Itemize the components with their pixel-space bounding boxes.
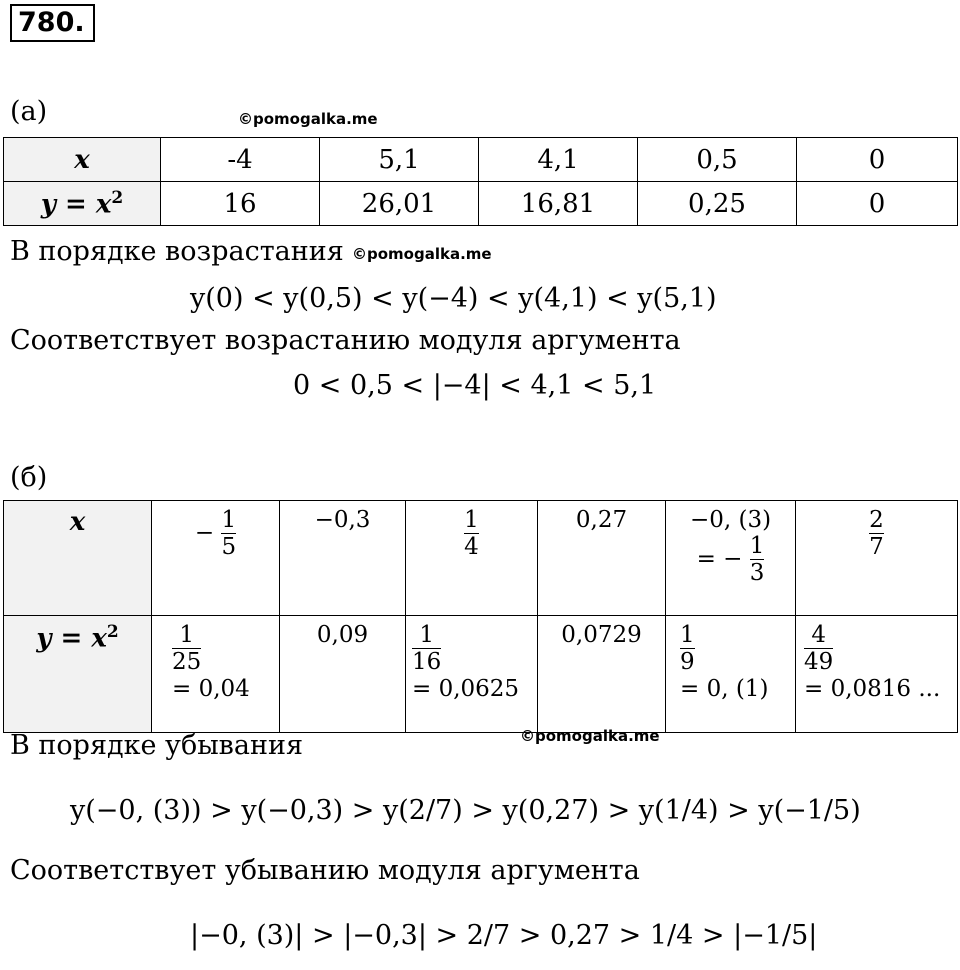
y-cell: 0,0729	[538, 616, 666, 733]
x-header: x	[4, 138, 161, 182]
table-row	[4, 138, 958, 182]
y-value: 26,01	[320, 182, 479, 226]
table-row	[4, 182, 958, 226]
order-expression-a: y(0) < y(0,5) < y(−4) < y(4,1) < y(5,1)	[190, 283, 717, 314]
corresponds-text-b: Соответствует убыванию модуля аргумента	[10, 855, 640, 886]
y-value: 16,81	[479, 182, 638, 226]
table-row	[4, 616, 958, 733]
order-text-a: В порядке возрастания	[10, 236, 344, 267]
y-cell: 0,09	[280, 616, 406, 733]
abs-expression-a: 0 < 0,5 < |−4| < 4,1 < 5,1	[293, 370, 657, 401]
x-cell: −0,3	[280, 501, 406, 616]
y-cell: $\frac{1}{9}$ = 0, (1)	[666, 616, 796, 733]
table-b	[3, 500, 958, 733]
x-header: x	[4, 501, 152, 616]
y-value: 0,25	[638, 182, 797, 226]
x-cell: $\frac{1}{4}$	[406, 501, 538, 616]
y-cell: $\frac{4}{49}$ = 0,0816 ...	[796, 616, 958, 733]
x-value: -4	[161, 138, 320, 182]
abs-expression-b: |−0, (3)| > |−0,3| > 2/7 > 0,27 > 1/4 > |−1/5|	[190, 920, 818, 951]
watermark-top: ©pomogalka.me	[238, 110, 378, 128]
y-value: 16	[161, 182, 320, 226]
x-cell: 0,27	[538, 501, 666, 616]
x-cell: $\frac{2}{7}$	[796, 501, 958, 616]
x-value: 4,1	[479, 138, 638, 182]
y-value: 0	[797, 182, 958, 226]
corresponds-text-a: Соответствует возрастанию модуля аргумента	[10, 325, 681, 356]
x-value: 0	[797, 138, 958, 182]
y-cell: $\frac{1}{25}$ = 0,04	[152, 616, 280, 733]
task-number: 780.	[10, 4, 95, 42]
table-row	[4, 501, 958, 616]
y-cell: $\frac{1}{16}$ = 0,0625	[406, 616, 538, 733]
part-b-label: (б)	[10, 462, 48, 493]
x-cell: − $\frac{1}{5}$	[152, 501, 280, 616]
y-header: $y = x^2$	[4, 616, 152, 733]
order-text-b: В порядке убывания	[10, 730, 304, 761]
order-expression-b: y(−0, (3)) > y(−0,3) > y(2/7) > y(0,27) > y(1/4) > y(−1/5)	[70, 795, 861, 826]
watermark-bottom: ©pomogalka.me	[520, 727, 660, 745]
x-cell: −0, (3) = − $\frac{1}{3}$	[666, 501, 796, 616]
watermark-mid: ©pomogalka.me	[352, 245, 492, 263]
y-header: $y = x^2$	[4, 182, 161, 226]
table-a	[3, 137, 958, 226]
x-value: 5,1	[320, 138, 479, 182]
x-value: 0,5	[638, 138, 797, 182]
part-a-label: (а)	[10, 96, 48, 127]
